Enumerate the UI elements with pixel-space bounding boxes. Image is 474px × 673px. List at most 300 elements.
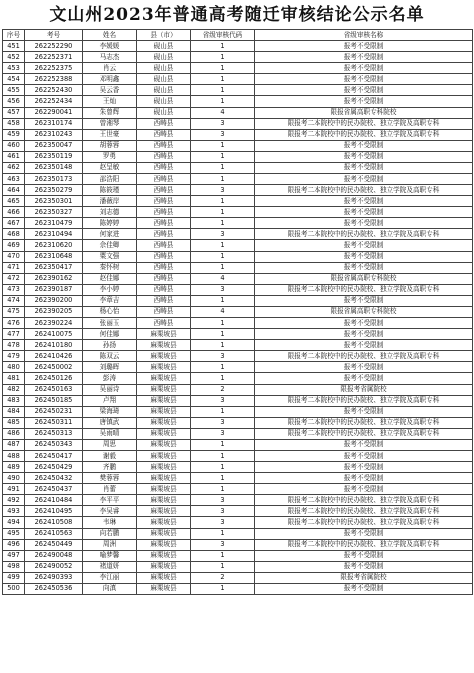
table-row xyxy=(3,340,473,351)
cell-county: 麻栗坡县 xyxy=(137,417,191,428)
cell-review-code: 1 xyxy=(191,406,255,417)
cell-name: 陈婷婷 xyxy=(83,218,137,229)
cell-review-result: 报考不受限制 xyxy=(255,140,473,151)
cell-name: 齐鹏 xyxy=(83,462,137,473)
table-row xyxy=(3,384,473,395)
cell-name: 彭涛 xyxy=(83,373,137,384)
cell-county: 麻栗坡县 xyxy=(137,484,191,495)
cell-county: 麻栗坡县 xyxy=(137,517,191,528)
table-row xyxy=(3,118,473,129)
cell-review-result: 限报省属高职专科院校 xyxy=(255,107,473,118)
cell-seq: 473 xyxy=(3,284,25,295)
cell-seq: 495 xyxy=(3,528,25,539)
table-row xyxy=(3,185,473,196)
cell-review-code: 1 xyxy=(191,85,255,96)
cell-review-result: 限报省属高职专科院校 xyxy=(255,306,473,317)
table-row xyxy=(3,41,473,52)
cell-name: 吴丽诗 xyxy=(83,384,137,395)
cell-county: 麻栗坡县 xyxy=(137,506,191,517)
cell-review-code: 4 xyxy=(191,273,255,284)
cell-name: 韦琳 xyxy=(83,517,137,528)
cell-exam-number: 262350119 xyxy=(25,151,83,162)
cell-exam-number: 262310243 xyxy=(25,129,83,140)
cell-review-result: 限报考省属院校 xyxy=(255,384,473,395)
cell-exam-number: 262450449 xyxy=(25,539,83,550)
cell-exam-number: 262350417 xyxy=(25,262,83,273)
table-row xyxy=(3,406,473,417)
cell-name: 邵浩阳 xyxy=(83,174,137,185)
cell-review-code: 1 xyxy=(191,140,255,151)
cell-review-result: 报考不受限制 xyxy=(255,329,473,340)
cell-county: 麻栗坡县 xyxy=(137,373,191,384)
cell-seq: 467 xyxy=(3,218,25,229)
cell-review-result: 限报考省属院校 xyxy=(255,572,473,583)
column-header-review-result: 省级审核名称 xyxy=(255,30,473,41)
cell-county: 西畴县 xyxy=(137,229,191,240)
cell-review-code: 1 xyxy=(191,41,255,52)
cell-exam-number: 262490048 xyxy=(25,550,83,561)
cell-exam-number: 262490052 xyxy=(25,561,83,572)
cell-exam-number: 262350047 xyxy=(25,140,83,151)
cell-exam-number: 262410075 xyxy=(25,329,83,340)
cell-exam-number: 262252434 xyxy=(25,96,83,107)
cell-county: 西畴县 xyxy=(137,129,191,140)
cell-name: 陈筱瑾 xyxy=(83,185,137,196)
cell-county: 西畴县 xyxy=(137,218,191,229)
cell-review-result: 报考不受限制 xyxy=(255,528,473,539)
cell-county: 麻栗坡县 xyxy=(137,561,191,572)
cell-review-result: 限报考二本院校中的民办院校、独立学院及高职专科 xyxy=(255,417,473,428)
cell-county: 西畴县 xyxy=(137,295,191,306)
cell-exam-number: 262410484 xyxy=(25,495,83,506)
cell-exam-number: 262390224 xyxy=(25,318,83,329)
cell-review-result: 报考不受限制 xyxy=(255,52,473,63)
cell-county: 西畴县 xyxy=(137,207,191,218)
table-row xyxy=(3,162,473,173)
cell-review-result: 报考不受限制 xyxy=(255,85,473,96)
table-row xyxy=(3,495,473,506)
cell-exam-number: 262410563 xyxy=(25,528,83,539)
table-row xyxy=(3,262,473,273)
cell-review-result: 报考不受限制 xyxy=(255,406,473,417)
cell-exam-number: 262290041 xyxy=(25,107,83,118)
cell-county: 砚山县 xyxy=(137,63,191,74)
cell-seq: 490 xyxy=(3,473,25,484)
cell-seq: 472 xyxy=(3,273,25,284)
cell-review-result: 限报考二本院校中的民办院校、独立学院及高职专科 xyxy=(255,284,473,295)
cell-county: 麻栗坡县 xyxy=(137,473,191,484)
table-row xyxy=(3,151,473,162)
cell-review-result: 报考不受限制 xyxy=(255,41,473,52)
cell-seq: 500 xyxy=(3,583,25,594)
cell-county: 西畴县 xyxy=(137,162,191,173)
table-row xyxy=(3,439,473,450)
cell-name: 喻梦馨 xyxy=(83,550,137,561)
cell-county: 麻栗坡县 xyxy=(137,462,191,473)
cell-name: 唐镇武 xyxy=(83,417,137,428)
cell-exam-number: 262310648 xyxy=(25,251,83,262)
cell-seq: 494 xyxy=(3,517,25,528)
table-row xyxy=(3,351,473,362)
cell-review-code: 1 xyxy=(191,52,255,63)
column-header-exam-number: 考号 xyxy=(25,30,83,41)
cell-name: 王灿 xyxy=(83,96,137,107)
cell-review-result: 限报考二本院校中的民办院校、独立学院及高职专科 xyxy=(255,428,473,439)
cell-county: 西畴县 xyxy=(137,174,191,185)
cell-review-code: 1 xyxy=(191,240,255,251)
cell-exam-number: 262350148 xyxy=(25,162,83,173)
cell-county: 麻栗坡县 xyxy=(137,395,191,406)
cell-exam-number: 262390205 xyxy=(25,306,83,317)
cell-review-result: 限报省属高职专科院校 xyxy=(255,273,473,284)
cell-review-result: 限报考二本院校中的民办院校、独立学院及高职专科 xyxy=(255,351,473,362)
table-row xyxy=(3,450,473,461)
cell-seq: 491 xyxy=(3,484,25,495)
cell-review-code: 1 xyxy=(191,318,255,329)
cell-review-code: 1 xyxy=(191,63,255,74)
cell-review-result: 报考不受限制 xyxy=(255,262,473,273)
cell-exam-number: 262450231 xyxy=(25,406,83,417)
table-row xyxy=(3,295,473,306)
cell-review-code: 3 xyxy=(191,417,255,428)
cell-name: 谢毅 xyxy=(83,450,137,461)
table-row xyxy=(3,129,473,140)
cell-county: 砚山县 xyxy=(137,96,191,107)
cell-exam-number: 262390187 xyxy=(25,284,83,295)
cell-review-result: 限报考二本院校中的民办院校、独立学院及高职专科 xyxy=(255,185,473,196)
cell-seq: 493 xyxy=(3,506,25,517)
cell-seq: 468 xyxy=(3,229,25,240)
cell-seq: 480 xyxy=(3,362,25,373)
cell-review-result: 报考不受限制 xyxy=(255,340,473,351)
cell-name: 刘璐晖 xyxy=(83,362,137,373)
cell-review-result: 限报考二本院校中的民办院校、独立学院及高职专科 xyxy=(255,495,473,506)
cell-exam-number: 262390162 xyxy=(25,273,83,284)
cell-seq: 499 xyxy=(3,572,25,583)
cell-review-code: 3 xyxy=(191,229,255,240)
cell-county: 西畴县 xyxy=(137,240,191,251)
cell-name: 赵佳娜 xyxy=(83,273,137,284)
cell-seq: 466 xyxy=(3,207,25,218)
table-row xyxy=(3,207,473,218)
cell-review-result: 报考不受限制 xyxy=(255,295,473,306)
cell-exam-number: 262450163 xyxy=(25,384,83,395)
cell-review-code: 3 xyxy=(191,428,255,439)
cell-review-code: 1 xyxy=(191,340,255,351)
cell-exam-number: 262350173 xyxy=(25,174,83,185)
cell-name: 王世豪 xyxy=(83,129,137,140)
cell-county: 西畴县 xyxy=(137,318,191,329)
table-row xyxy=(3,561,473,572)
table-row xyxy=(3,107,473,118)
cell-seq: 462 xyxy=(3,162,25,173)
cell-county: 西畴县 xyxy=(137,185,191,196)
cell-seq: 496 xyxy=(3,539,25,550)
cell-county: 麻栗坡县 xyxy=(137,351,191,362)
cell-exam-number: 262252430 xyxy=(25,85,83,96)
cell-exam-number: 262450429 xyxy=(25,462,83,473)
cell-seq: 481 xyxy=(3,373,25,384)
cell-review-code: 1 xyxy=(191,462,255,473)
table-row xyxy=(3,273,473,284)
table-row xyxy=(3,539,473,550)
cell-review-code: 1 xyxy=(191,162,255,173)
cell-review-code: 2 xyxy=(191,384,255,395)
cell-review-result: 报考不受限制 xyxy=(255,240,473,251)
table-row xyxy=(3,318,473,329)
cell-seq: 455 xyxy=(3,85,25,96)
table-row xyxy=(3,52,473,63)
cell-review-result: 报考不受限制 xyxy=(255,373,473,384)
cell-review-result: 报考不受限制 xyxy=(255,162,473,173)
cell-seq: 476 xyxy=(3,318,25,329)
table-row xyxy=(3,306,473,317)
cell-review-result: 报考不受限制 xyxy=(255,74,473,85)
cell-exam-number: 262450002 xyxy=(25,362,83,373)
cell-county: 麻栗坡县 xyxy=(137,495,191,506)
table-row xyxy=(3,428,473,439)
cell-review-code: 1 xyxy=(191,484,255,495)
cell-review-code: 1 xyxy=(191,362,255,373)
cell-county: 西畴县 xyxy=(137,151,191,162)
cell-name: 褚道妍 xyxy=(83,561,137,572)
cell-review-code: 4 xyxy=(191,107,255,118)
table-body xyxy=(3,41,473,595)
table-row xyxy=(3,506,473,517)
cell-county: 砚山县 xyxy=(137,52,191,63)
page-title: 文山州2023年普通高考随迁审核结论公示名单 xyxy=(49,5,425,25)
cell-review-code: 1 xyxy=(191,583,255,594)
cell-seq: 482 xyxy=(3,384,25,395)
cell-review-code: 3 xyxy=(191,517,255,528)
cell-review-result: 限报考二本院校中的民办院校、独立学院及高职专科 xyxy=(255,517,473,528)
cell-seq: 469 xyxy=(3,240,25,251)
cell-seq: 451 xyxy=(3,41,25,52)
cell-county: 麻栗坡县 xyxy=(137,550,191,561)
cell-review-code: 1 xyxy=(191,329,255,340)
table-row xyxy=(3,362,473,373)
cell-county: 麻栗坡县 xyxy=(137,539,191,550)
cell-county: 麻栗坡县 xyxy=(137,439,191,450)
cell-exam-number: 262450536 xyxy=(25,583,83,594)
cell-seq: 474 xyxy=(3,295,25,306)
cell-review-code: 1 xyxy=(191,550,255,561)
cell-review-result: 限报考二本院校中的民办院校、独立学院及高职专科 xyxy=(255,539,473,550)
cell-name: 向若鹏 xyxy=(83,528,137,539)
cell-exam-number: 262410180 xyxy=(25,340,83,351)
cell-review-result: 报考不受限制 xyxy=(255,174,473,185)
table-row xyxy=(3,528,473,539)
cell-name: 梁海琦 xyxy=(83,406,137,417)
cell-exam-number: 262252290 xyxy=(25,41,83,52)
cell-name: 刘志德 xyxy=(83,207,137,218)
cell-review-result: 报考不受限制 xyxy=(255,462,473,473)
cell-review-code: 4 xyxy=(191,306,255,317)
cell-seq: 484 xyxy=(3,406,25,417)
cell-review-code: 1 xyxy=(191,218,255,229)
cell-exam-number: 262450417 xyxy=(25,450,83,461)
cell-review-code: 3 xyxy=(191,351,255,362)
column-header-name: 姓名 xyxy=(83,30,137,41)
table-row xyxy=(3,284,473,295)
cell-name: 佘佳卿 xyxy=(83,240,137,251)
cell-review-code: 1 xyxy=(191,96,255,107)
column-header-review-code: 省级审核代码 xyxy=(191,30,255,41)
cell-county: 砚山县 xyxy=(137,74,191,85)
cell-seq: 488 xyxy=(3,450,25,461)
table-row xyxy=(3,85,473,96)
cell-name: 周思 xyxy=(83,439,137,450)
table-row xyxy=(3,517,473,528)
cell-review-code: 1 xyxy=(191,473,255,484)
cell-seq: 470 xyxy=(3,251,25,262)
cell-exam-number: 262390200 xyxy=(25,295,83,306)
cell-review-code: 1 xyxy=(191,450,255,461)
cell-review-code: 3 xyxy=(191,118,255,129)
cell-county: 砚山县 xyxy=(137,107,191,118)
cell-review-result: 报考不受限制 xyxy=(255,473,473,484)
cell-review-result: 报考不受限制 xyxy=(255,196,473,207)
cell-exam-number: 262310620 xyxy=(25,240,83,251)
cell-name: 李江丽 xyxy=(83,572,137,583)
cell-review-result: 报考不受限制 xyxy=(255,96,473,107)
table-header-row xyxy=(3,30,473,41)
cell-exam-number: 262410508 xyxy=(25,517,83,528)
table-row xyxy=(3,550,473,561)
cell-county: 西畴县 xyxy=(137,196,191,207)
cell-county: 麻栗坡县 xyxy=(137,340,191,351)
cell-name: 潘薇岸 xyxy=(83,196,137,207)
table-row xyxy=(3,229,473,240)
cell-seq: 457 xyxy=(3,107,25,118)
cell-name: 马志杰 xyxy=(83,52,137,63)
cell-name: 肖蕾 xyxy=(83,484,137,495)
table-row xyxy=(3,140,473,151)
cell-review-code: 1 xyxy=(191,251,255,262)
cell-county: 西畴县 xyxy=(137,273,191,284)
cell-review-result: 限报考二本院校中的民办院校、独立学院及高职专科 xyxy=(255,118,473,129)
cell-county: 麻栗坡县 xyxy=(137,528,191,539)
cell-county: 西畴县 xyxy=(137,262,191,273)
cell-exam-number: 262252375 xyxy=(25,63,83,74)
cell-name: 曾湘琴 xyxy=(83,118,137,129)
cell-seq: 489 xyxy=(3,462,25,473)
cell-seq: 464 xyxy=(3,185,25,196)
cell-seq: 459 xyxy=(3,129,25,140)
table-row xyxy=(3,417,473,428)
cell-seq: 453 xyxy=(3,63,25,74)
cell-review-code: 3 xyxy=(191,506,255,517)
cell-review-result: 限报考二本院校中的民办院校、独立学院及高职专科 xyxy=(255,395,473,406)
table-row xyxy=(3,395,473,406)
table-row xyxy=(3,174,473,185)
cell-exam-number: 262450311 xyxy=(25,417,83,428)
cell-seq: 475 xyxy=(3,306,25,317)
cell-exam-number: 262490393 xyxy=(25,572,83,583)
table-row xyxy=(3,462,473,473)
cell-seq: 458 xyxy=(3,118,25,129)
cell-seq: 498 xyxy=(3,561,25,572)
cell-seq: 483 xyxy=(3,395,25,406)
cell-name: 向滇 xyxy=(83,583,137,594)
cell-review-result: 报考不受限制 xyxy=(255,251,473,262)
table-row xyxy=(3,329,473,340)
cell-review-result: 报考不受限制 xyxy=(255,318,473,329)
table-row xyxy=(3,484,473,495)
cell-review-code: 1 xyxy=(191,528,255,539)
cell-exam-number: 262252388 xyxy=(25,74,83,85)
cell-review-result: 报考不受限制 xyxy=(255,484,473,495)
cell-name: 孙扬 xyxy=(83,340,137,351)
cell-name: 何家进 xyxy=(83,229,137,240)
cell-review-code: 3 xyxy=(191,539,255,550)
cell-review-code: 3 xyxy=(191,129,255,140)
cell-exam-number: 262350279 xyxy=(25,185,83,196)
cell-seq: 460 xyxy=(3,140,25,151)
cell-review-code: 1 xyxy=(191,207,255,218)
cell-seq: 486 xyxy=(3,428,25,439)
cell-review-code: 1 xyxy=(191,561,255,572)
cell-seq: 479 xyxy=(3,351,25,362)
cell-exam-number: 262450313 xyxy=(25,428,83,439)
cell-review-result: 报考不受限制 xyxy=(255,550,473,561)
cell-review-result: 限报考二本院校中的民办院校、独立学院及高职专科 xyxy=(255,129,473,140)
cell-county: 麻栗坡县 xyxy=(137,362,191,373)
cell-name: 朱曾辉 xyxy=(83,107,137,118)
cell-seq: 456 xyxy=(3,96,25,107)
cell-exam-number: 262350327 xyxy=(25,207,83,218)
cell-review-code: 1 xyxy=(191,295,255,306)
cell-seq: 465 xyxy=(3,196,25,207)
cell-name: 李小婷 xyxy=(83,284,137,295)
table-row xyxy=(3,63,473,74)
cell-review-result: 限报考二本院校中的民办院校、独立学院及高职专科 xyxy=(255,506,473,517)
cell-name: 陈双云 xyxy=(83,351,137,362)
table-row xyxy=(3,373,473,384)
cell-name: 秦怀树 xyxy=(83,262,137,273)
cell-review-result: 报考不受限制 xyxy=(255,151,473,162)
cell-name: 李吴睿 xyxy=(83,506,137,517)
cell-county: 西畴县 xyxy=(137,284,191,295)
cell-name: 李平平 xyxy=(83,495,137,506)
table-row xyxy=(3,473,473,484)
cell-county: 麻栗坡县 xyxy=(137,329,191,340)
table-row xyxy=(3,96,473,107)
cell-county: 麻栗坡县 xyxy=(137,583,191,594)
cell-exam-number: 262450126 xyxy=(25,373,83,384)
cell-name: 吴云香 xyxy=(83,85,137,96)
cell-seq: 478 xyxy=(3,340,25,351)
cell-exam-number: 262410495 xyxy=(25,506,83,517)
cell-name: 邓明鑫 xyxy=(83,74,137,85)
cell-seq: 485 xyxy=(3,417,25,428)
cell-name: 赵呈敏 xyxy=(83,162,137,173)
cell-review-code: 1 xyxy=(191,262,255,273)
cell-review-result: 报考不受限制 xyxy=(255,439,473,450)
cell-seq: 477 xyxy=(3,329,25,340)
cell-review-code: 1 xyxy=(191,196,255,207)
table-row xyxy=(3,583,473,594)
cell-exam-number: 262450185 xyxy=(25,395,83,406)
cell-name: 何佳娜 xyxy=(83,329,137,340)
cell-name: 肖云 xyxy=(83,63,137,74)
cell-review-code: 1 xyxy=(191,174,255,185)
cell-county: 西畴县 xyxy=(137,306,191,317)
cell-name: 杨心怡 xyxy=(83,306,137,317)
cell-county: 麻栗坡县 xyxy=(137,428,191,439)
cell-county: 麻栗坡县 xyxy=(137,406,191,417)
table-row xyxy=(3,251,473,262)
